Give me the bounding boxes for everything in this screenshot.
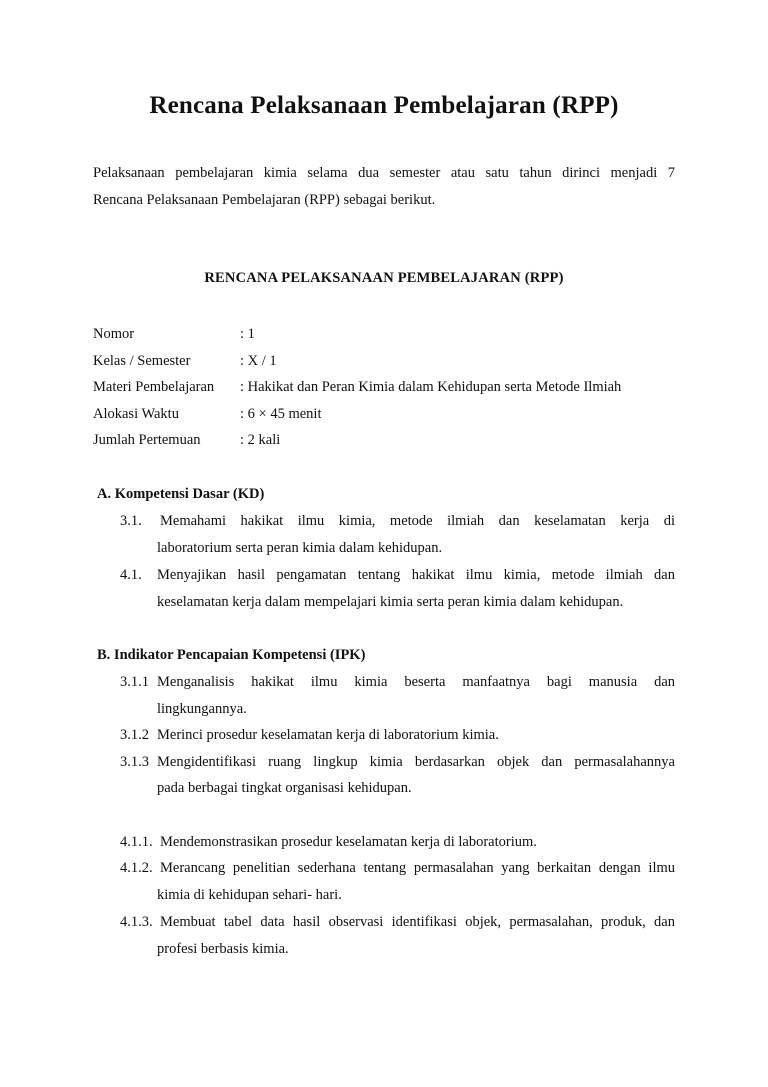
section-b-title: B. Indikator Pencapaian Kompetensi (IPK) — [97, 647, 366, 663]
ipk-number: 4.1.3. — [120, 914, 153, 930]
ipk-line: Mendemonstrasikan prosedur keselamatan kerja di laboratorium. — [160, 834, 537, 850]
rpp-heading: RENCANA PELAKSANAAN PEMBELAJARAN (RPP) — [204, 270, 564, 286]
kd-line: Memahami hakikat ilmu kimia, metode ilmiah dan keselamatan kerja di — [160, 513, 675, 529]
info-label-alokasi: Alokasi Waktu — [93, 406, 179, 422]
kd-line: keselamatan kerja dalam mempelajari kimia serta peran kimia dalam kehidupan. — [157, 594, 624, 610]
ipk-line: Menganalisis hakikat ilmu kimia beserta manfaatnya bagi manusia dan — [157, 674, 675, 690]
kd-number: 4.1. — [120, 567, 142, 583]
info-label-nomor: Nomor — [93, 326, 135, 342]
intro-line-1: Pelaksanaan pembelajaran kimia selama dua semester atau satu tahun dirinci menjadi 7 — [93, 165, 675, 181]
info-value-alokasi: : 6 × 45 menit — [240, 406, 322, 422]
kd-line: Menyajikan hasil pengamatan tentang hakikat ilmu kimia, metode ilmiah dan — [157, 567, 675, 583]
info-label-pertemuan: Jumlah Pertemuan — [93, 432, 201, 448]
info-label-materi: Materi Pembelajaran — [93, 379, 215, 395]
page-title: Rencana Pelaksanaan Pembelajaran (RPP) — [149, 92, 619, 119]
info-value-pertemuan: : 2 kali — [240, 432, 281, 448]
kd-number: 3.1. — [120, 513, 142, 529]
ipk-line: pada berbagai tingkat organisasi kehidupan. — [157, 780, 412, 796]
ipk-line: profesi berbasis kimia. — [157, 941, 289, 957]
ipk-line: lingkungannya. — [157, 701, 247, 717]
ipk-number: 3.1.2 — [120, 727, 149, 743]
ipk-number: 3.1.3 — [120, 754, 149, 770]
ipk-line: Merancang penelitian sederhana tentang permasalahan yang berkaitan dengan ilmu — [160, 860, 675, 876]
ipk-number: 4.1.2. — [120, 860, 153, 876]
ipk-line: Merinci prosedur keselamatan kerja di laboratorium kimia. — [157, 727, 499, 743]
intro-line-2: Rencana Pelaksanaan Pembelajaran (RPP) sebagai berikut. — [93, 192, 436, 208]
kd-line: laboratorium serta peran kimia dalam kehidupan. — [157, 540, 443, 556]
section-a-title: A. Kompetensi Dasar (KD) — [97, 486, 265, 502]
ipk-line: kimia di kehidupan sehari- hari. — [157, 887, 342, 903]
ipk-line: Mengidentifikasi ruang lingkup kimia berdasarkan objek dan permasalahannya — [157, 754, 675, 770]
ipk-line: Membuat tabel data hasil observasi identifikasi objek, permasalahan, produk, dan — [160, 914, 675, 930]
info-value-kelas: : X / 1 — [240, 353, 277, 369]
info-value-nomor: : 1 — [240, 326, 255, 342]
info-label-kelas: Kelas / Semester — [93, 353, 191, 369]
ipk-number: 3.1.1 — [120, 674, 149, 690]
ipk-number: 4.1.1. — [120, 834, 153, 850]
info-value-materi: : Hakikat dan Peran Kimia dalam Kehidupan serta Metode Ilmiah — [240, 379, 622, 395]
